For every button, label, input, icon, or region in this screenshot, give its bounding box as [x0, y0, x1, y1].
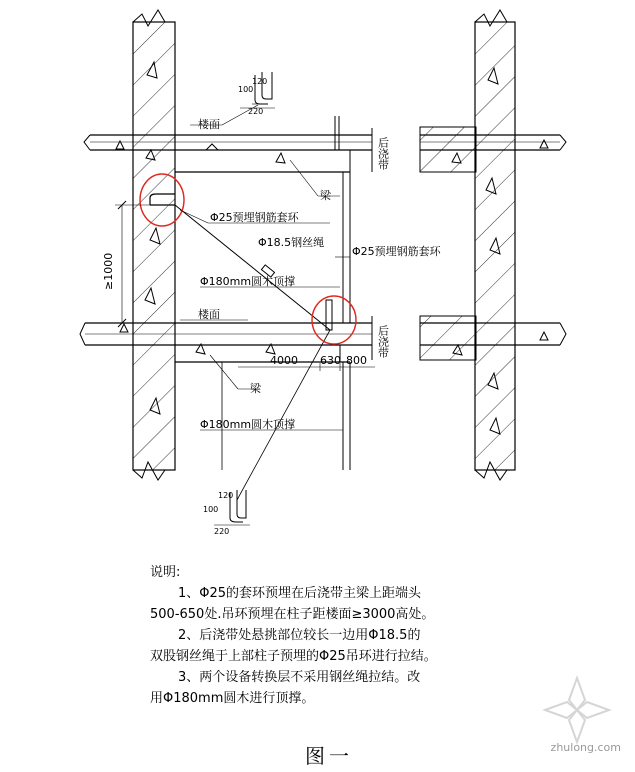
- label-timber-lower: Φ180mm圆木顶撑: [200, 418, 296, 431]
- label-sleeve-right: Φ25预埋钢筋套环: [352, 245, 441, 258]
- label-floor-bottom: 楼面: [198, 308, 220, 321]
- detail-top-120: 120: [252, 77, 268, 86]
- label-timber-upper: Φ180mm圆木顶撑: [200, 275, 296, 288]
- note-1a: 1、Φ25的套环预埋在后浇带主梁上距端头: [178, 586, 422, 601]
- dim-800: 800: [346, 354, 367, 367]
- note-3b: 用Φ180mm圆木进行顶撑。: [150, 691, 315, 706]
- anchor-lower: [312, 296, 356, 344]
- watermark-text: zhulong.com: [550, 741, 621, 754]
- note-1b: 500-650处.吊环预埋在柱子距楼面≥3000高处。: [150, 607, 435, 622]
- note-2b: 双股钢丝绳于上部柱子预埋的Φ25吊环进行拉结。: [150, 649, 437, 664]
- dim-630: 630: [320, 354, 341, 367]
- label-post-pour-bottom: 后浇带: [376, 325, 390, 358]
- notes-title: 说明:: [150, 565, 181, 580]
- figure-caption: 图一: [305, 744, 353, 768]
- watermark-logo: [537, 670, 617, 750]
- label-wire-rope: Φ18.5钢丝绳: [258, 236, 325, 249]
- label-beam-bottom: 梁: [250, 382, 261, 395]
- detail-top-220: 220: [248, 107, 264, 116]
- highlight-circle-lower: [312, 296, 356, 344]
- dim-4000: 4000: [270, 354, 298, 367]
- detail-bottom-100: 100: [203, 505, 219, 514]
- detail-bottom-220: 220: [214, 527, 230, 536]
- detail-top-100: 100: [238, 85, 254, 94]
- detail-bottom-120: 120: [218, 491, 234, 500]
- note-2a: 2、后浇带处悬挑部位较长一边用Φ18.5的: [178, 628, 421, 643]
- note-3a: 3、两个设备转换层不采用钢丝绳拉结。改: [178, 670, 421, 685]
- label-beam-top: 梁: [320, 189, 331, 202]
- label-post-pour-top: 后浇带: [376, 137, 390, 170]
- left-column: [133, 10, 175, 480]
- label-height-dim: ≥1000: [102, 252, 115, 290]
- notes-block: [150, 562, 550, 709]
- label-sleeve-upper: Φ25预埋钢筋套环: [210, 211, 299, 224]
- right-column: [475, 10, 515, 480]
- label-floor-top: 楼面: [198, 118, 220, 131]
